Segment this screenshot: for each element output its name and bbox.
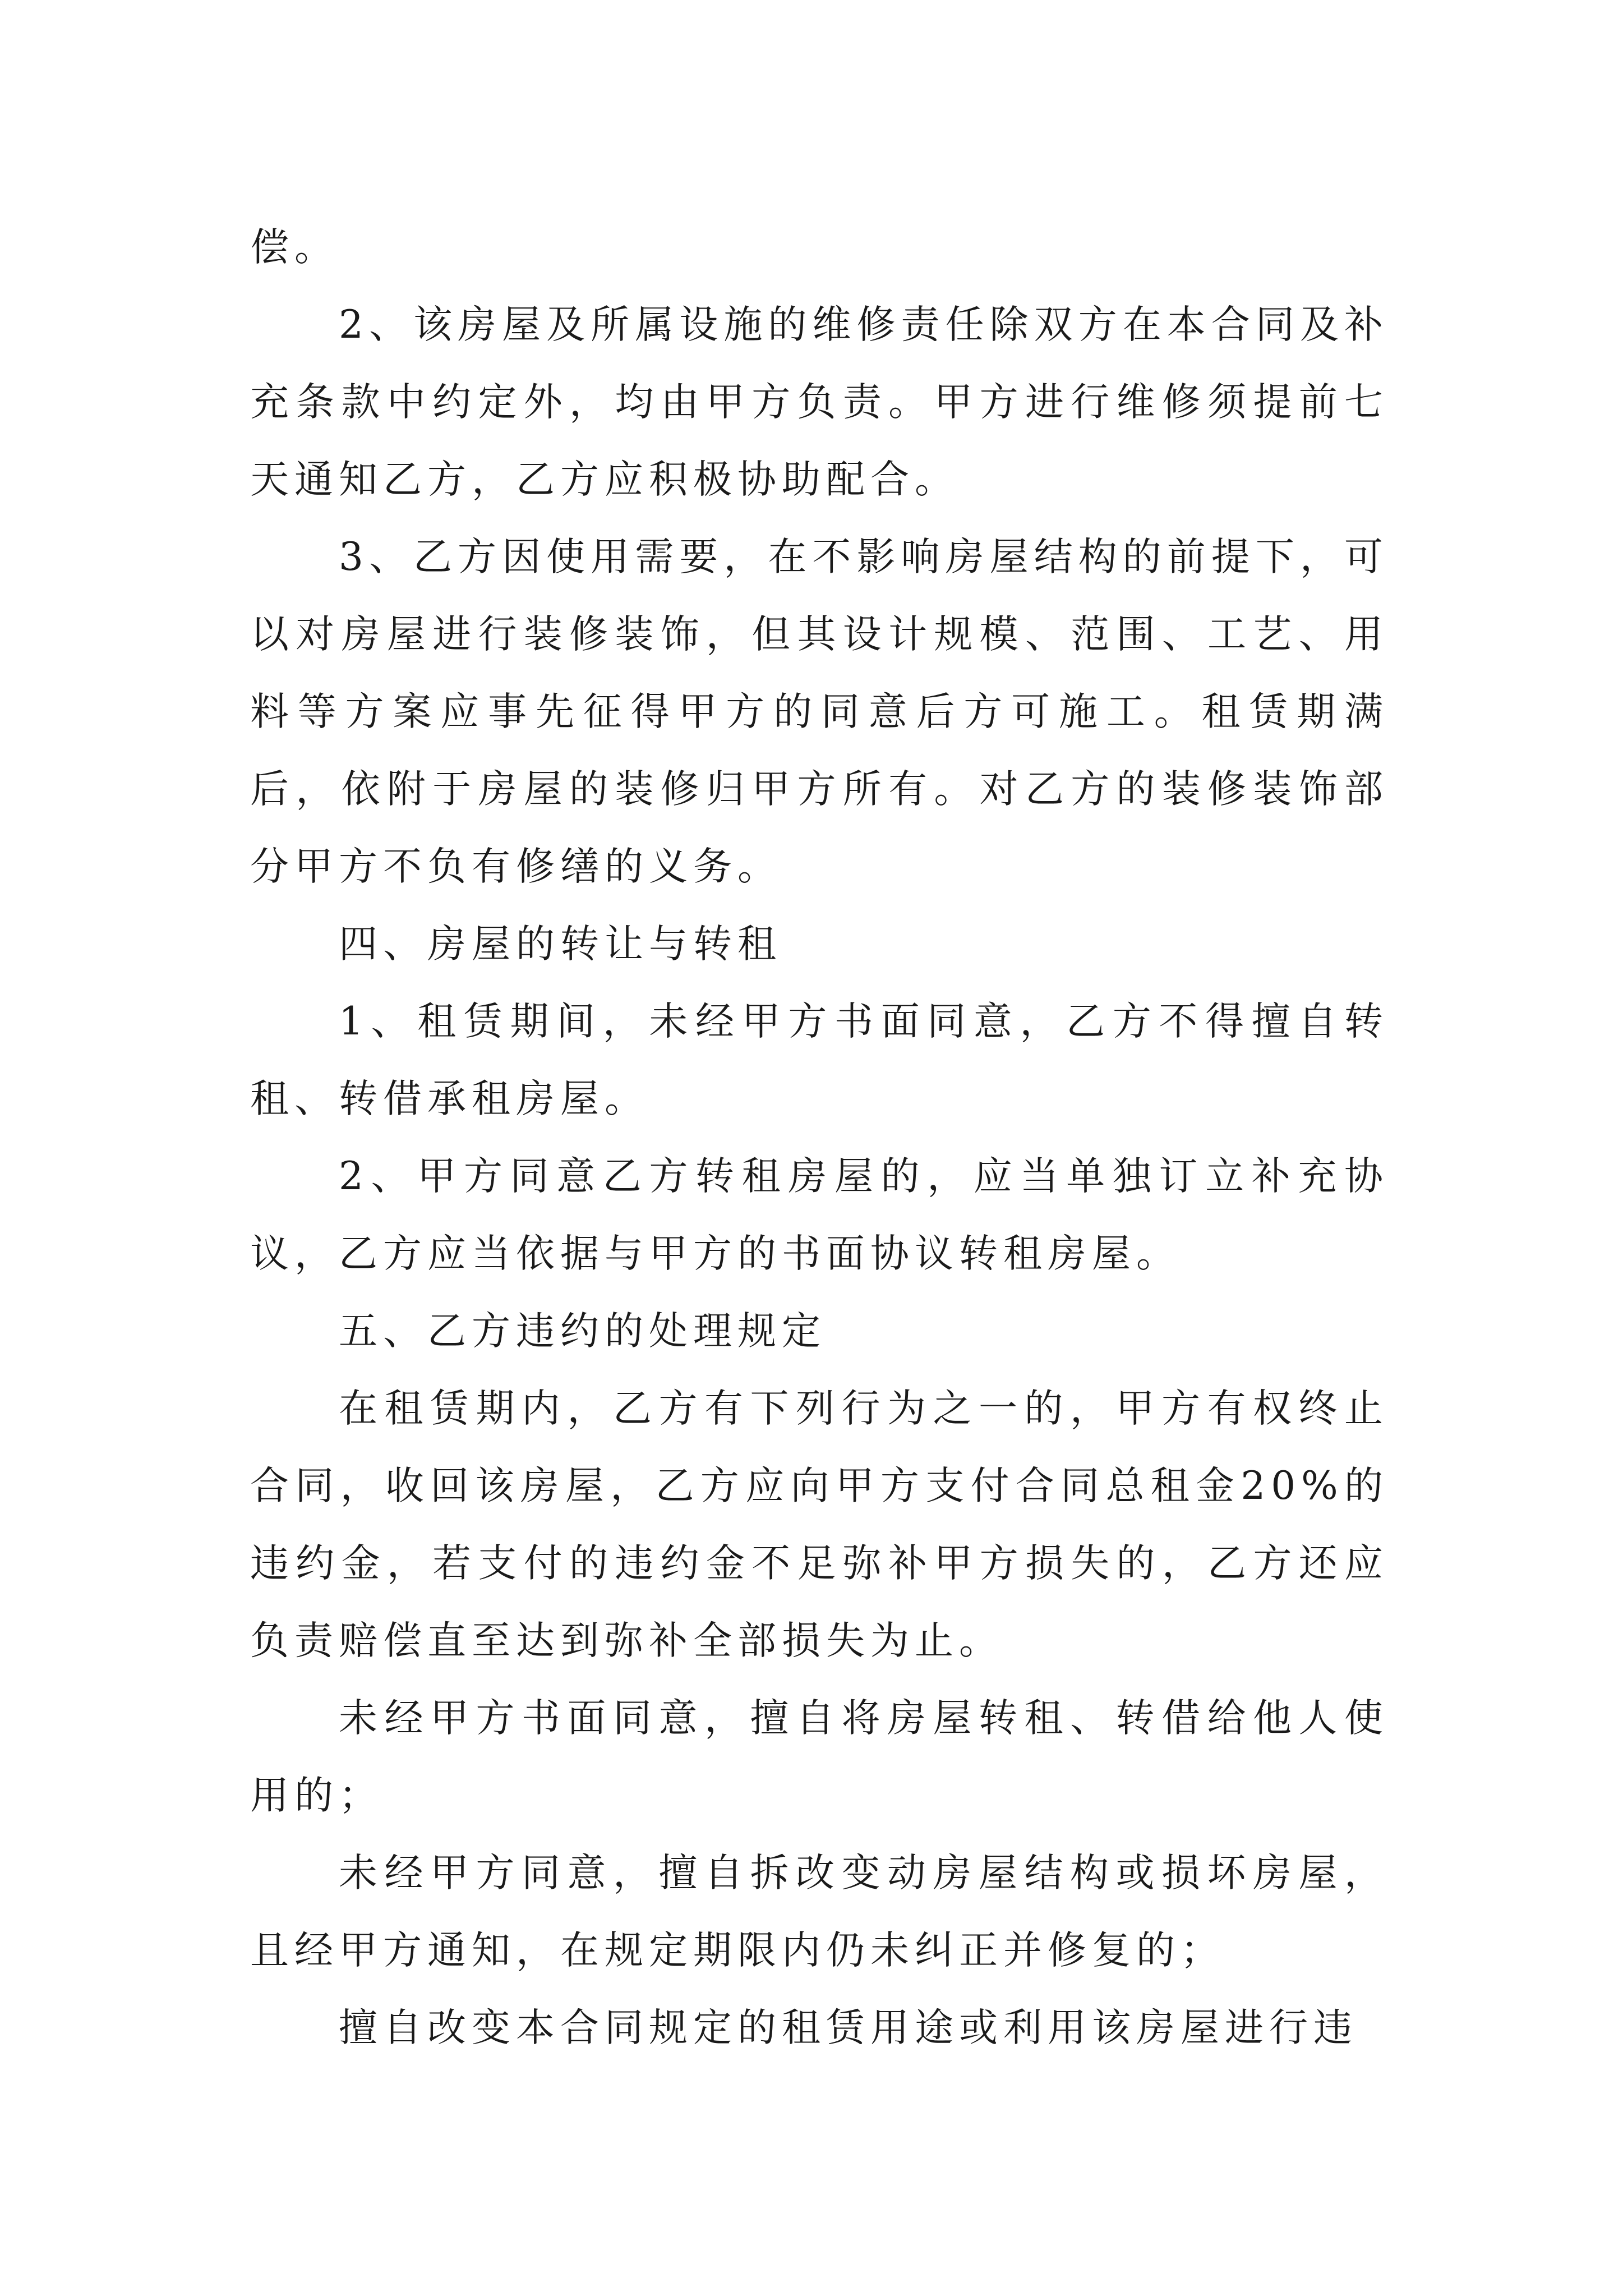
paragraph-continuation: 偿。 [250,225,339,270]
paragraph-clause-4-2: 2、甲方同意乙方转租房屋的，应当单独订立补充协议，乙方应当依据与甲方的书面协议转租房屋。 [250,1154,1389,1276]
section-heading-4: 四、房屋的转让与转租 [339,922,782,967]
paragraph-clause-5-item-2: 未经甲方同意，擅自拆改变动房屋结构或损坏房屋，且经甲方通知，在规定期限内仍未纠正并修复的； [250,1851,1389,1973]
document-body [250,209,1389,2067]
section-heading-5: 五、乙方违约的处理规定 [339,1309,826,1354]
paragraph-clause-4-1: 1、租赁期间，未经甲方书面同意，乙方不得擅自转租、转借承租房屋。 [250,999,1389,1121]
paragraph-clause-5-item-1: 未经甲方书面同意，擅自将房屋转租、转借给他人使用的； [250,1696,1389,1818]
paragraph-clause-5-intro: 在租赁期内，乙方有下列行为之一的，甲方有权终止合同，收回该房屋，乙方应向甲方支付合同总租金20%的违约金，若支付的违约金不足弥补甲方损失的，乙方还应负责赔偿直至达到弥补全部损失为止。 [250,1386,1389,1663]
paragraph-clause-3-3: 3、乙方因使用需要，在不影响房屋结构的前提下，可以对房屋进行装修装饰，但其设计规模、范围、工艺、用料等方案应事先征得甲方的同意后方可施工。租赁期满后，依附于房屋的装修归甲方所有。对乙方的装修装饰部分甲方不负有修缮的义务。 [250,535,1389,889]
paragraph-clause-3-2: 2、该房屋及所属设施的维修责任除双方在本合同及补充条款中约定外，均由甲方负责。甲方进行维修须提前七天通知乙方，乙方应积极协助配合。 [250,302,1389,502]
paragraph-clause-5-item-3: 擅自改变本合同规定的租赁用途或利用该房屋进行违 [339,2005,1358,2050]
